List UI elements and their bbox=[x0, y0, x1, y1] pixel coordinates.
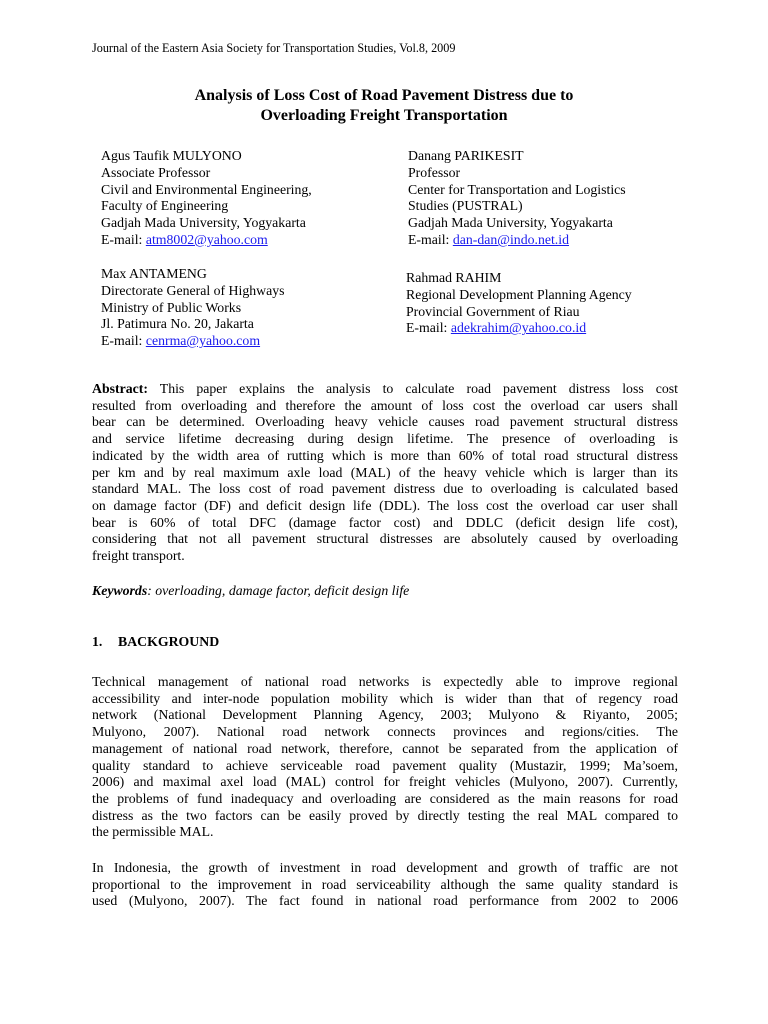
paragraph-line: network (National Development Planning Agency, 2003; Mulyono & Riyanto, 2005; bbox=[92, 707, 678, 723]
paragraph-line: management of national road network, therefore, cannot be separated from the application of bbox=[92, 740, 678, 756]
paragraph-line: Technical management of national road networks is expectedly able to improve regional bbox=[92, 674, 678, 689]
email-link[interactable]: adekrahim@yahoo.co.id bbox=[450, 320, 587, 336]
email-label: E-mail: bbox=[406, 320, 451, 336]
paragraph-line: 2006) and maximal axel load (MAL) control for freight vehicles (Mulyono, 2007). Currently, bbox=[92, 774, 678, 790]
paragraph-line: distress as the two factors can be easily proved by directly testing the real MAL compared to bbox=[92, 807, 678, 823]
author-email-line bbox=[101, 333, 285, 350]
author-block-antameng bbox=[101, 266, 285, 350]
section-number: 1. bbox=[92, 634, 103, 649]
paragraph-2 bbox=[92, 860, 678, 910]
author-block-mulyono bbox=[101, 148, 312, 249]
paragraph-1 bbox=[92, 674, 678, 841]
email-link[interactable]: dan-dan@indo.net.id bbox=[452, 231, 569, 247]
email-link[interactable]: cenrma@yahoo.com bbox=[145, 333, 261, 349]
abstract-line: considering that not all pavement structural distresses are absolutely caused by overloading bbox=[92, 531, 678, 547]
paragraph-line: accessibility and inter-node population mobility which is wider than that of regency road bbox=[92, 690, 678, 706]
author-block-rahim bbox=[406, 270, 632, 337]
author-name: Max ANTAMENG bbox=[101, 266, 207, 281]
title-line-1: Analysis of Loss Cost of Road Pavement Distress due to bbox=[194, 87, 574, 104]
email-label: E-mail: bbox=[101, 231, 146, 247]
abstract-line: bear is 60% of total DFC (damage factor cost) and DDLC (deficit design life cost), bbox=[92, 514, 678, 530]
abstract-line bbox=[92, 381, 678, 398]
abstract-line: standard MAL. The loss cost of road pavement distress due to overloading is calculated based bbox=[92, 481, 678, 497]
keywords-label: Keywords bbox=[92, 583, 148, 598]
paper-title bbox=[0, 86, 768, 126]
author-email-line bbox=[406, 320, 632, 337]
author-affiliation-line: Gadjah Mada University, Yogyakarta bbox=[408, 215, 613, 231]
abstract-line: bear can be determined. Overloading heavy vehicle causes road pavement structural distress bbox=[92, 414, 678, 430]
author-affiliation-line: Gadjah Mada University, Yogyakarta bbox=[101, 215, 306, 231]
abstract-line: resulted from overloading and therefore the amount of loss cost the overload car users shall bbox=[92, 397, 678, 413]
paragraph-line: proportional to the improvement in road serviceability although the same quality standard is bbox=[92, 876, 678, 892]
author-name: Rahmad RAHIM bbox=[406, 270, 502, 285]
section-heading-background bbox=[92, 633, 219, 650]
section-title: BACKGROUND bbox=[118, 634, 220, 649]
abstract bbox=[92, 381, 678, 565]
abstract-line: and service lifetime decreasing during design lifetime. The presence of overloading is bbox=[92, 431, 678, 447]
keywords-text: : overloading, damage factor, deficit design life bbox=[147, 583, 410, 598]
email-label: E-mail: bbox=[101, 333, 146, 349]
paragraph-line: the problems of fund inadequacy and overloading are considered as the main reasons for road bbox=[92, 790, 678, 806]
paragraph-line: Mulyono, 2007). National road network connects provinces and regions/cities. The bbox=[92, 724, 678, 740]
email-label: E-mail: bbox=[408, 231, 453, 247]
author-affiliation-line: Associate Professor bbox=[101, 164, 211, 180]
author-affiliation-line: Studies (PUSTRAL) bbox=[408, 198, 523, 214]
running-header: Journal of the Eastern Asia Society for Transportation Studies, Vol.8, 2009 bbox=[92, 41, 456, 55]
paragraph-line: quality standard to achieve serviceable road pavement quality (Mustazir, 1999; Ma’soem, bbox=[92, 757, 678, 773]
abstract-text: This paper explains the analysis to calculate road pavement distress loss cost bbox=[147, 381, 678, 396]
paragraph-line: the permissible MAL. bbox=[92, 824, 214, 840]
author-affiliation-line: Ministry of Public Works bbox=[101, 299, 242, 315]
author-affiliation-line: Provincial Government of Riau bbox=[406, 303, 580, 319]
abstract-line: on damage factor (DF) and deficit design life (DDL). The loss cost the overload car user shall bbox=[92, 497, 678, 513]
author-name: Agus Taufik MULYONO bbox=[101, 148, 242, 163]
author-affiliation-line: Jl. Patimura No. 20, Jakarta bbox=[101, 316, 254, 332]
author-email-line bbox=[408, 232, 626, 249]
abstract-line: indicated by the width area of rutting which is more than 60% of total road structural distress bbox=[92, 447, 678, 463]
paragraph-line: In Indonesia, the growth of investment in road development and growth of traffic are not bbox=[92, 860, 678, 875]
author-email-line bbox=[101, 232, 312, 249]
author-name: Danang PARIKESIT bbox=[408, 148, 524, 163]
abstract-line: freight transport. bbox=[92, 548, 185, 564]
author-affiliation-line: Professor bbox=[408, 164, 461, 180]
email-link[interactable]: atm8002@yahoo.com bbox=[145, 231, 268, 247]
author-affiliation-line: Faculty of Engineering bbox=[101, 198, 229, 214]
author-affiliation-line: Civil and Environmental Engineering, bbox=[101, 181, 312, 197]
title-line-2: Overloading Freight Transportation bbox=[260, 107, 508, 124]
author-affiliation-line: Regional Development Planning Agency bbox=[406, 286, 632, 302]
paragraph-line: used (Mulyono, 2007). The fact found in national road performance from 2002 to 2006 bbox=[92, 893, 678, 909]
author-block-parikesit bbox=[408, 148, 626, 249]
keywords bbox=[92, 582, 409, 599]
abstract-label: Abstract: bbox=[92, 381, 148, 396]
author-affiliation-line: Directorate General of Highways bbox=[101, 282, 285, 298]
abstract-line: per km and by real maximum axle load (MAL) of the heavy vehicle which is larger than its bbox=[92, 464, 678, 480]
author-affiliation-line: Center for Transportation and Logistics bbox=[408, 181, 626, 197]
